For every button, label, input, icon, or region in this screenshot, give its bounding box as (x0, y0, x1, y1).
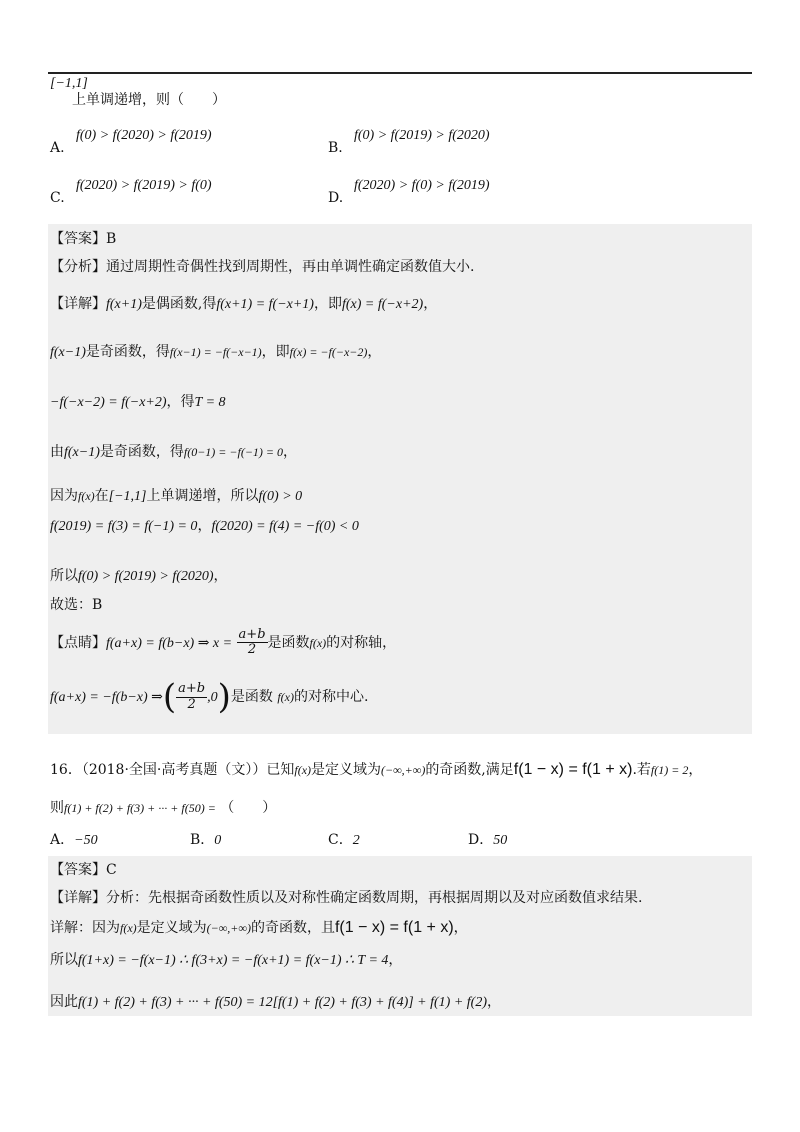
numerator: a+b (178, 681, 206, 697)
text: 所以 (50, 952, 78, 968)
option-c-expr: f(2020) > f(2019) > f(0) (76, 178, 212, 193)
expr: f(1 − x) = f(1 + x) (513, 761, 633, 778)
q16-option-c (328, 832, 360, 850)
text: 因为 (50, 488, 78, 504)
detail-line-6 (50, 518, 359, 536)
option-value: −50 (74, 833, 98, 848)
expr: f(0) > f(2019) > f(2020) (78, 569, 214, 584)
expr: f(1 − x) = f(1 + x) (334, 919, 454, 936)
expr: f(x) = f(−x+2) (341, 297, 424, 312)
expr: f(x) (294, 763, 312, 777)
expr: f(x+1) = f(−x+1) (216, 297, 314, 312)
text: ， (423, 296, 438, 312)
expr: (−∞,+∞) (206, 921, 251, 935)
option-value: 50 (493, 833, 508, 848)
source: （2018·全国·高考真题（文））已知 (81, 762, 295, 778)
text: 所以 (50, 568, 78, 584)
expr: f(0) > 0 (258, 489, 303, 504)
detail-line-4 (50, 444, 297, 462)
expr: f(2019) = f(3) = f(−1) = 0 (50, 519, 198, 534)
text: 是定义域为 (136, 920, 207, 936)
remark-line-1 (50, 628, 396, 658)
option-d-expr: f(2020) > f(0) > f(2019) (354, 178, 490, 193)
expr: −f(−x−2) = f(−x+2) (50, 395, 167, 410)
detail-line-5 (50, 488, 302, 506)
text: 的对称轴， (326, 634, 397, 651)
text: ， (283, 444, 298, 460)
analysis-1: 【分析】通过周期性奇偶性找到周期性，再由单调性确定函数值大小. (50, 259, 475, 275)
text: ， (367, 344, 382, 360)
denominator: 2 (187, 696, 196, 712)
expr: f(x−1) (50, 345, 86, 360)
option-value: 2 (352, 833, 360, 848)
q16-line-2 (50, 800, 276, 817)
expr: f(1+x) = −f(x−1) ∴ f(3+x) = −f(x+1) = f(x−1) ∴ T = 4 (78, 953, 389, 968)
text: 详解：因为 (50, 920, 120, 936)
option-c-letter: C. (50, 190, 65, 206)
option-b-letter: B. (328, 140, 343, 156)
expr: f(1) = 2 (650, 763, 689, 777)
text: 上单调递增，所以 (146, 488, 259, 504)
q16-option-d (468, 832, 507, 850)
text: 是定义域为 (311, 762, 382, 778)
text: 在 (94, 488, 109, 504)
text: .若 (632, 762, 651, 778)
detail-line-2 (50, 344, 381, 362)
text: 是偶函数,得 (141, 296, 217, 312)
option-letter: C． (328, 832, 353, 848)
expr: f(x−1) (64, 445, 100, 460)
text: 因此 (50, 994, 78, 1010)
expr: f(a+x) = f(b−x) ⇒ x = (106, 635, 233, 651)
option-value: 0 (214, 833, 222, 848)
text: ， (388, 952, 403, 968)
text: 是函数 (230, 689, 273, 705)
option-letter: A． (50, 832, 75, 848)
top-rule (48, 72, 752, 74)
option-d-letter: D. (328, 190, 344, 206)
answer-label-2: 【答案】C (50, 862, 117, 878)
fraction (237, 628, 268, 658)
remark-line-2: f(a+x) = −f(b−x) ⇒( $\frac{a+b}{2}$ ,0)是函数 f(x)的对称中心. (50, 677, 369, 717)
expr: f(x+1) (106, 297, 142, 312)
text: ，得 (166, 394, 195, 410)
text: 是奇函数，得 (85, 344, 170, 360)
q16-option-b (190, 832, 221, 850)
q16-option-a (50, 832, 98, 850)
text: ，即 (313, 296, 342, 312)
expr: f(1) + f(2) + f(3) + ··· + f(50) = (64, 801, 216, 815)
sol2-line-3 (50, 994, 501, 1012)
option-a-letter: A. (50, 140, 65, 156)
text: 则 (50, 800, 64, 816)
expr: (−∞,+∞) (381, 763, 426, 777)
text: ， (453, 920, 468, 936)
sol2-line-1 (50, 918, 468, 937)
detail-tag: 【详解】 (50, 296, 106, 312)
option-letter: D． (468, 832, 494, 848)
sol2-line-2 (50, 952, 402, 970)
text: 的奇函数，且 (250, 920, 335, 936)
answer-blank: （ ） (220, 800, 277, 816)
expr: [−1,1] (108, 489, 147, 504)
analysis-2: 【详解】分析：先根据奇函数性质以及对称性确定函数周期，再根据周期以及对应函数值求结果. (50, 890, 643, 906)
expr: f(x) (309, 635, 327, 650)
text: 是奇函数，得 (99, 444, 184, 460)
answer-label-1: 【答案】B (50, 231, 117, 247)
option-b-expr: f(0) > f(2019) > f(2020) (354, 128, 490, 143)
expr: f(x) (78, 489, 95, 503)
expr: f(x) (277, 690, 294, 704)
text: 是函数 (267, 634, 310, 651)
text: ， (197, 518, 212, 534)
expr: f(2020) = f(4) = −f(0) < 0 (211, 519, 359, 534)
interval-label: [−1,1] (50, 76, 88, 91)
option-a-expr: f(0) > f(2020) > f(2019) (76, 128, 212, 143)
option-letter: B． (190, 832, 215, 848)
detail-line-1 (50, 296, 437, 314)
period-expr: T = 8 (194, 395, 226, 410)
fraction (176, 682, 207, 712)
choice-line: 故选：B (50, 597, 103, 613)
expr: f(x−1) = −f(−x−1) (169, 345, 262, 359)
text: ， (213, 568, 228, 584)
detail-line-3 (50, 394, 226, 412)
text: ， (487, 994, 502, 1010)
text: ， (688, 762, 703, 778)
expr: f(a+x) = −f(b−x) ⇒ (50, 690, 163, 705)
expr: f(1) + f(2) + f(3) + ··· + f(50) = 12[f(1) + f(2) + f(3) + f(4)] + f(1) + f(2) (78, 995, 488, 1010)
denominator: 2 (247, 642, 257, 658)
expr: f(0−1) = −f(−1) = 0 (183, 445, 284, 459)
question-stem-tail: 上单调递增，则（ ） (72, 92, 226, 108)
text: 由 (50, 444, 64, 460)
numerator: a+b (238, 627, 266, 642)
text: 的奇函数,满足 (425, 762, 514, 778)
expr: f(x) = −f(−x−2) (289, 345, 368, 359)
q16-line-1 (50, 760, 702, 779)
question-number: 16． (50, 762, 82, 778)
expr: ,0 (207, 690, 218, 705)
expr: f(x) (120, 921, 137, 935)
text: 的对称中心. (293, 689, 369, 705)
remark-tag: 【点睛】 (50, 634, 106, 651)
text: ，即 (261, 344, 290, 360)
detail-line-7 (50, 568, 228, 586)
